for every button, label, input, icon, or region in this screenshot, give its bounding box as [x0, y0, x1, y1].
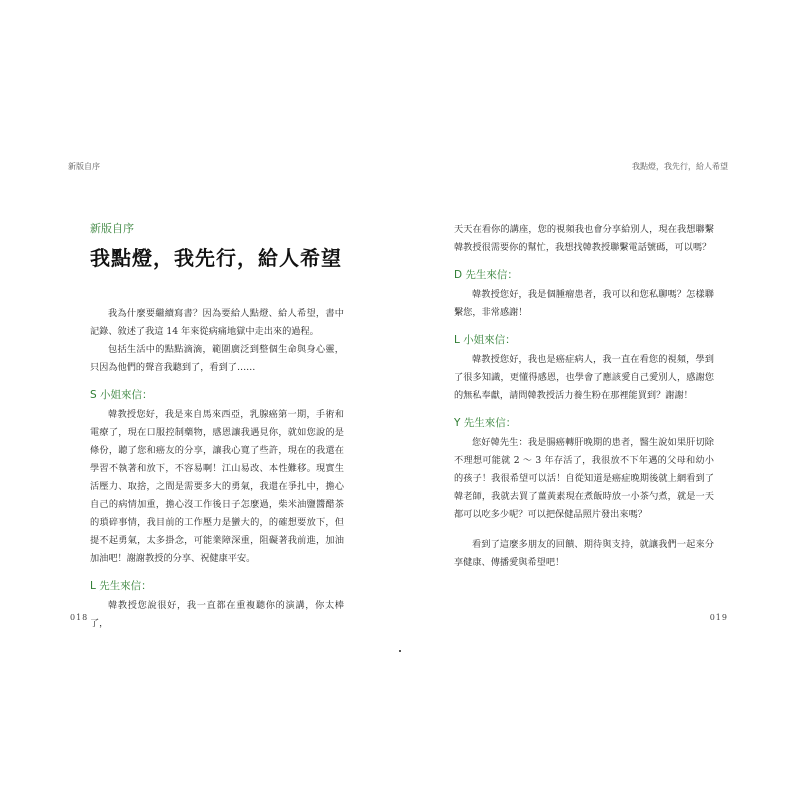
closing-paragraph: 看到了這麼多朋友的回饋、期待與支持，就讓我們一起來分享健康、傳播愛與希望吧！: [454, 539, 714, 568]
page-number-left: 018: [70, 613, 89, 622]
running-head-right: 我點燈，我先行，給人希望: [632, 162, 728, 171]
letter-body: 您好韓先生：我是腸癌轉肝晚期的患者，醫生說如果肝切除不理想可能就 2 ～ 3 年存活了，我很放不下年邁的父母和幼小的孩子！我很希望可以活！自從知道是癌症晚期後就上網看到了韓老師，我就去買了薑黃素現在煮飯時放一小茶勺煮，就是一天都可以吃多少呢？可以把保健品照片發出來嗎？: [454, 437, 714, 520]
letter-heading: S 小姐來信：: [90, 389, 153, 401]
intro-paragraph-1: 我為什麼要繼續寫書？因為要給人點燈、給人希望，書中記錄、敘述了我這 14 年來從病痛地獄中走出來的過程。: [90, 308, 344, 337]
gutter-mark: [399, 650, 401, 652]
letter-heading: Y 先生來信：: [454, 417, 517, 429]
continuation-paragraph: 天天在看你的講座，您的視頻我也會分享給別人，現在我想聯繫韓教授很需要你的幫忙，我想找韓教授聯繫電話號碼，可以嗎？: [454, 224, 714, 253]
letter-body: 韓教授您說很好，我一直都在重複聽你的演講，你太棒了，: [90, 600, 344, 629]
page-number-right: 019: [709, 613, 728, 622]
letter-heading: L 小姐來信：: [454, 334, 516, 346]
letter-body: 韓教授您好，我是來自馬來西亞，乳腺癌第一期，手術和電療了，現在口服控制藥物，感恩讓我遇見你，就如您說的是條份，聽了您和癌友的分享，讓我心寬了些許，現在的我還在學習不執著和放下，不容易啊！江山易改、本性難移。現實生活壓力、取捨，之間是需要多大的勇氣，我還在爭扎中，擔心自己的病情加重，擔心沒工作後日子怎麼過，柴米油鹽醬醋茶的瑣碎事情，我目前的工作壓力是蠻大的，的確想要放下，但提不起勇氣，太多掛念，可能業障深重，阻礙著我前進，加油加油吧！謝謝教授的分享、祝健康平安。: [90, 409, 344, 564]
right-page: [400, 0, 800, 800]
left-column: [90, 220, 344, 633]
letter-body: 韓教授您好，我是個腫瘤患者，我可以和您私聊嗎？怎樣聯繫您，非常感謝！: [454, 289, 714, 318]
right-column: [454, 221, 714, 572]
letter-heading: D 先生來信：: [454, 269, 518, 281]
intro-paragraph-2: 包括生活中的點點滴滴，範圍廣泛到整個生命與身心靈，只因為他們的聲音我聽到了，看到了……: [90, 344, 344, 373]
chapter-title: 我點燈，我先行，給人希望: [90, 246, 342, 270]
section-label: 新版自序: [90, 222, 134, 235]
running-head-left: 新版自序: [68, 162, 100, 171]
letter-body: 韓教授您好，我也是癌症病人，我一直在看您的視頻，學到了很多知識，更懂得感恩，也學會了應該愛自己愛別人，感謝您的無私奉獻，請問韓教授活力養生粉在那裡能買到？謝謝！: [454, 354, 714, 401]
letter-heading: L 先生來信：: [90, 580, 152, 592]
